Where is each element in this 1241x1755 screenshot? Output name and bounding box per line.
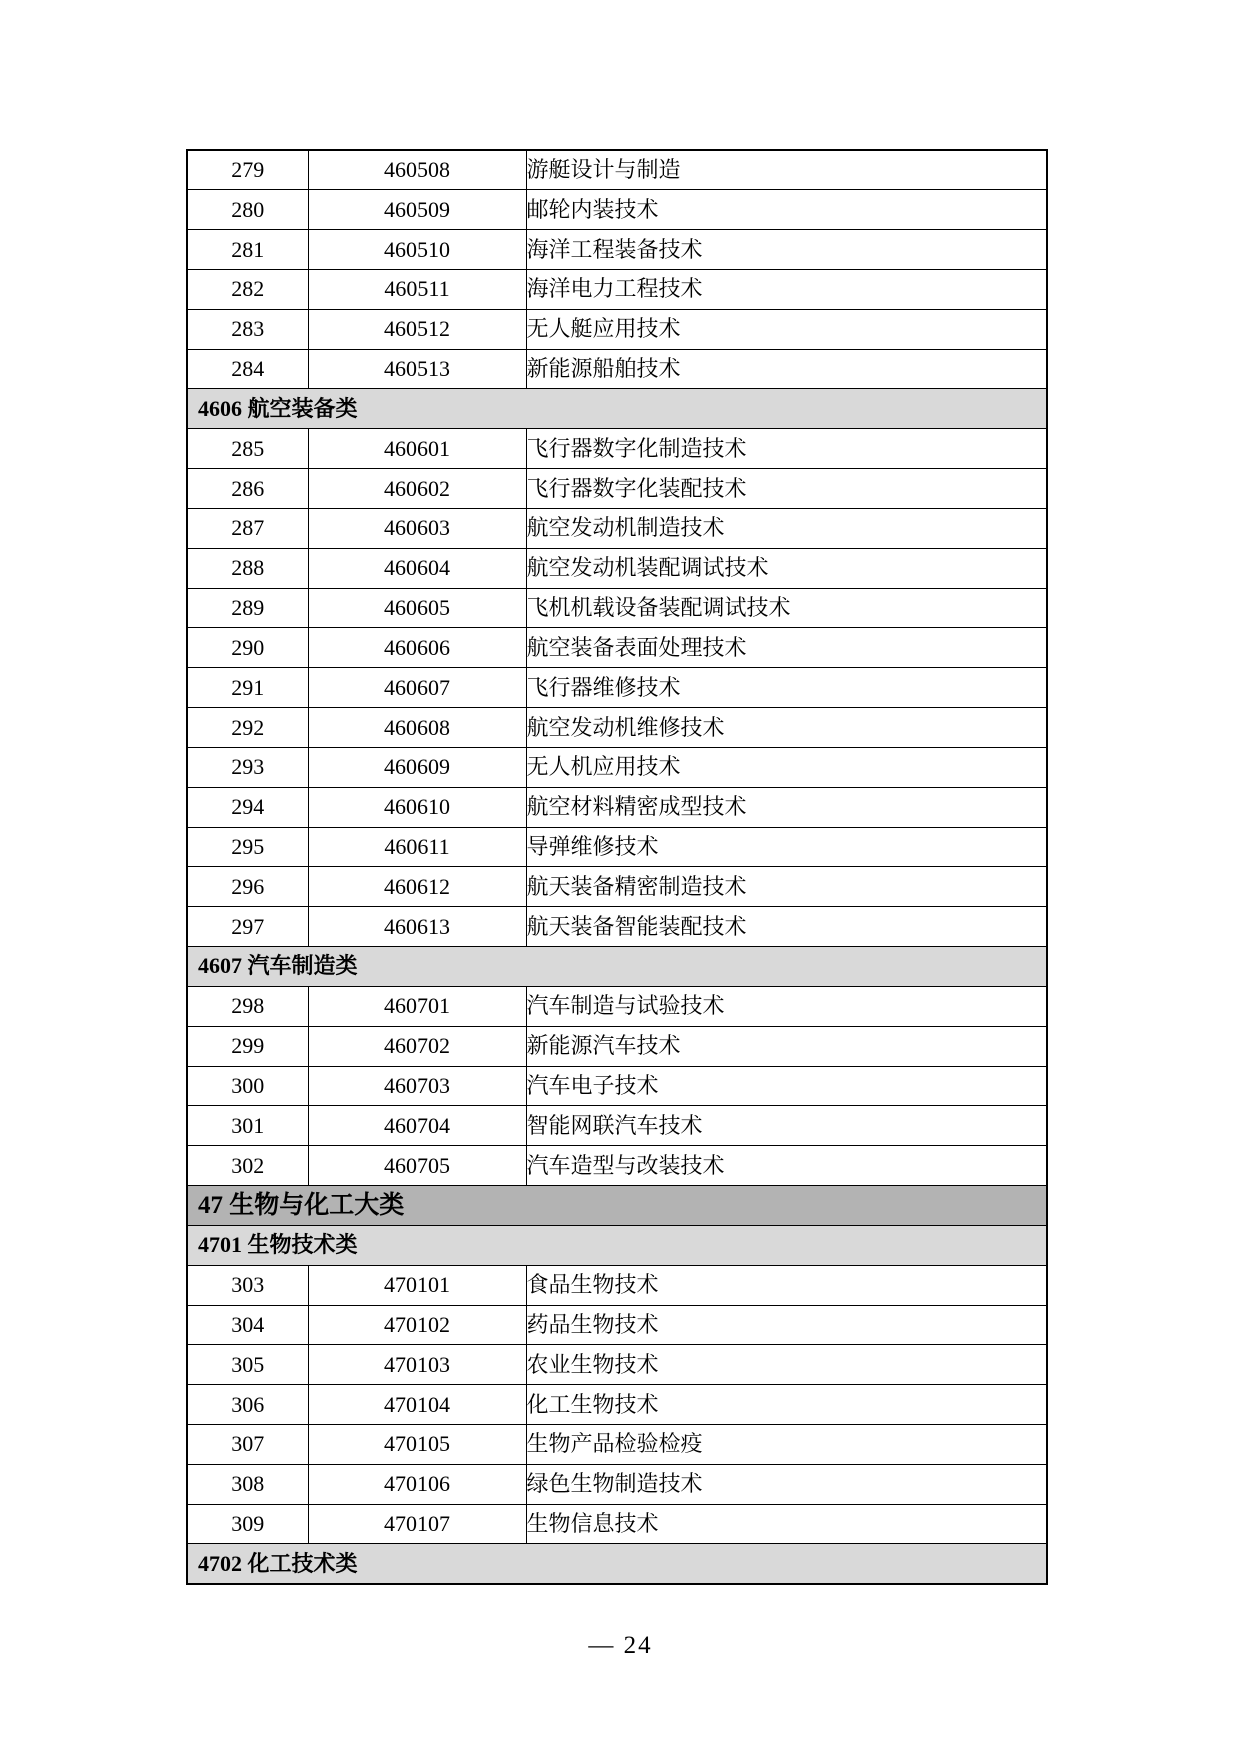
major-name-cell: 航空发动机制造技术 [526,508,1047,548]
major-name-cell: 无人机应用技术 [526,747,1047,787]
major-name-cell: 航空发动机维修技术 [526,708,1047,748]
major-name-cell: 化工生物技术 [526,1385,1047,1425]
row-index-cell: 285 [187,429,308,469]
major-code-cell: 460604 [308,548,526,588]
row-index-cell: 294 [187,787,308,827]
section-header-row [187,389,1047,429]
table-row [187,1385,1047,1425]
major-code-cell: 460702 [308,1026,526,1066]
major-code-cell: 460608 [308,708,526,748]
major-code-cell: 460509 [308,190,526,230]
major-name-cell: 海洋电力工程技术 [526,269,1047,309]
major-code-cell: 470101 [308,1265,526,1305]
major-code-cell: 460508 [308,150,526,190]
major-code-cell: 460704 [308,1106,526,1146]
category-header-row [187,1186,1047,1226]
table-row [187,548,1047,588]
table-row [187,787,1047,827]
table-row [187,588,1047,628]
major-code-cell: 470103 [308,1345,526,1385]
major-code-cell: 460611 [308,827,526,867]
major-code-cell: 460610 [308,787,526,827]
row-index-cell: 287 [187,508,308,548]
row-index-cell: 281 [187,230,308,270]
major-code-cell: 460613 [308,907,526,947]
major-code-cell: 460602 [308,469,526,509]
row-index-cell: 299 [187,1026,308,1066]
major-code-cell: 470106 [308,1464,526,1504]
major-name-cell: 导弹维修技术 [526,827,1047,867]
table-row [187,1066,1047,1106]
table-row [187,1345,1047,1385]
major-name-cell: 汽车造型与改装技术 [526,1146,1047,1186]
major-name-cell: 飞行器数字化制造技术 [526,429,1047,469]
row-index-cell: 303 [187,1265,308,1305]
major-code-cell: 460612 [308,867,526,907]
major-code-cell: 460703 [308,1066,526,1106]
table-row [187,628,1047,668]
major-name-cell: 航空发动机装配调试技术 [526,548,1047,588]
major-name-cell: 飞机机载设备装配调试技术 [526,588,1047,628]
row-index-cell: 297 [187,907,308,947]
table-row [187,349,1047,389]
table-row [187,708,1047,748]
row-index-cell: 291 [187,668,308,708]
table-row [187,747,1047,787]
table-row [187,230,1047,270]
major-name-cell: 汽车制造与试验技术 [526,986,1047,1026]
section-header-cell: 4702 化工技术类 [187,1544,1047,1584]
major-code-cell: 470107 [308,1504,526,1544]
major-code-cell: 470104 [308,1385,526,1425]
table-row [187,508,1047,548]
table-row [187,1146,1047,1186]
row-index-cell: 307 [187,1425,308,1465]
major-code-cell: 460605 [308,588,526,628]
table-row [187,1425,1047,1465]
row-index-cell: 302 [187,1146,308,1186]
major-name-cell: 飞行器数字化装配技术 [526,469,1047,509]
row-index-cell: 298 [187,986,308,1026]
row-index-cell: 283 [187,309,308,349]
page-number: — 24 [588,1632,653,1659]
section-header-cell: 4607 汽车制造类 [187,947,1047,987]
row-index-cell: 290 [187,628,308,668]
table-row [187,469,1047,509]
major-name-cell: 智能网联汽车技术 [526,1106,1047,1146]
major-name-cell: 航空材料精密成型技术 [526,787,1047,827]
row-index-cell: 295 [187,827,308,867]
major-name-cell: 海洋工程装备技术 [526,230,1047,270]
table-row [187,1504,1047,1544]
table-row [187,1026,1047,1066]
major-code-cell: 460701 [308,986,526,1026]
row-index-cell: 282 [187,269,308,309]
table-row [187,1265,1047,1305]
table-row [187,907,1047,947]
table-row [187,1106,1047,1146]
major-name-cell: 邮轮内装技术 [526,190,1047,230]
major-name-cell: 航空装备表面处理技术 [526,628,1047,668]
major-name-cell: 生物产品检验检疫 [526,1425,1047,1465]
table-row [187,190,1047,230]
major-code-cell: 460606 [308,628,526,668]
row-index-cell: 309 [187,1504,308,1544]
row-index-cell: 308 [187,1464,308,1504]
major-code-cell: 470102 [308,1305,526,1345]
table-row [187,150,1047,190]
major-name-cell: 新能源汽车技术 [526,1026,1047,1066]
row-index-cell: 289 [187,588,308,628]
table-row [187,429,1047,469]
majors-table-body [187,150,1047,1584]
major-name-cell: 绿色生物制造技术 [526,1464,1047,1504]
major-code-cell: 460511 [308,269,526,309]
row-index-cell: 284 [187,349,308,389]
table-row [187,827,1047,867]
major-name-cell: 新能源船舶技术 [526,349,1047,389]
major-name-cell: 食品生物技术 [526,1265,1047,1305]
major-name-cell: 农业生物技术 [526,1345,1047,1385]
major-code-cell: 460510 [308,230,526,270]
major-name-cell: 航天装备精密制造技术 [526,867,1047,907]
table-row [187,867,1047,907]
table-row [187,269,1047,309]
category-header-cell: 47 生物与化工大类 [187,1186,1047,1226]
row-index-cell: 300 [187,1066,308,1106]
row-index-cell: 296 [187,867,308,907]
major-code-cell: 460512 [308,309,526,349]
major-name-cell: 无人艇应用技术 [526,309,1047,349]
major-code-cell: 470105 [308,1425,526,1465]
section-header-cell: 4606 航空装备类 [187,389,1047,429]
majors-table [186,149,1048,1585]
major-code-cell: 460601 [308,429,526,469]
section-header-row [187,947,1047,987]
row-index-cell: 304 [187,1305,308,1345]
table-row [187,1305,1047,1345]
table-row [187,986,1047,1026]
major-name-cell: 药品生物技术 [526,1305,1047,1345]
row-index-cell: 301 [187,1106,308,1146]
table-row [187,309,1047,349]
table-row [187,1464,1047,1504]
row-index-cell: 279 [187,150,308,190]
section-header-row [187,1225,1047,1265]
major-name-cell: 航天装备智能装配技术 [526,907,1047,947]
table-row [187,668,1047,708]
row-index-cell: 286 [187,469,308,509]
row-index-cell: 293 [187,747,308,787]
section-header-cell: 4701 生物技术类 [187,1225,1047,1265]
section-header-row [187,1544,1047,1584]
row-index-cell: 280 [187,190,308,230]
major-code-cell: 460609 [308,747,526,787]
major-code-cell: 460607 [308,668,526,708]
major-code-cell: 460603 [308,508,526,548]
row-index-cell: 292 [187,708,308,748]
row-index-cell: 288 [187,548,308,588]
major-code-cell: 460705 [308,1146,526,1186]
row-index-cell: 306 [187,1385,308,1425]
major-code-cell: 460513 [308,349,526,389]
major-name-cell: 生物信息技术 [526,1504,1047,1544]
major-name-cell: 汽车电子技术 [526,1066,1047,1106]
major-name-cell: 游艇设计与制造 [526,150,1047,190]
major-name-cell: 飞行器维修技术 [526,668,1047,708]
row-index-cell: 305 [187,1345,308,1385]
